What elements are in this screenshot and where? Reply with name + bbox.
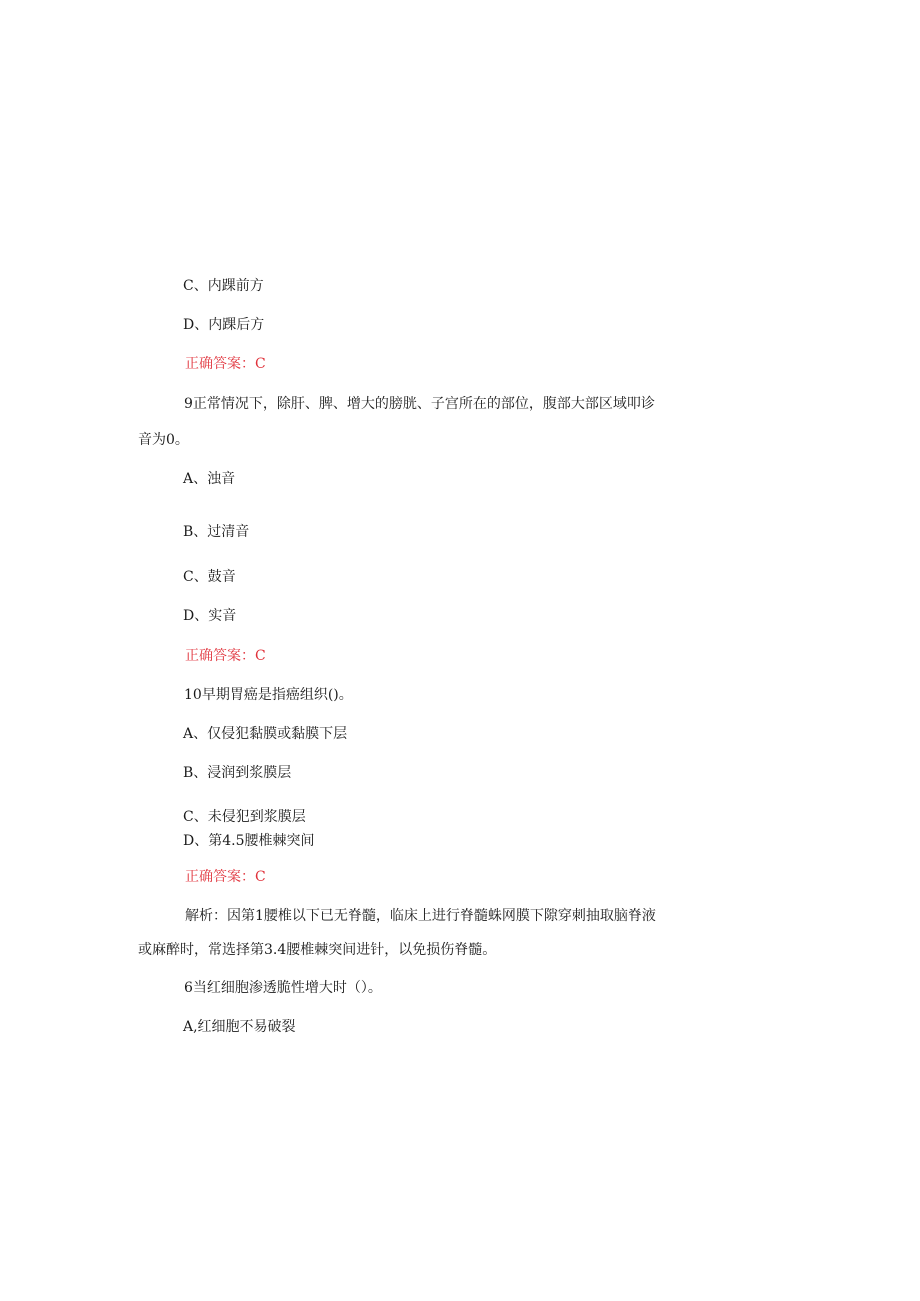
q10-analysis-line2: 或麻醉时，常选择第3.4腰椎棘突间进针，以免损伤脊髓。 [138, 942, 497, 958]
q6-option-a: A,红细胞不易破裂 [183, 1019, 296, 1035]
q10-stem: 10早期胃癌是指癌组织()。 [184, 687, 353, 703]
q9-option-d: D、实音 [183, 608, 237, 624]
q8-option-c: C、内踝前方 [183, 278, 264, 294]
q8-option-d: D、内踝后方 [183, 317, 265, 333]
q9-answer: 正确答案：C [185, 648, 266, 664]
q10-answer: 正确答案：C [185, 869, 266, 885]
q6-stem: 6当红细胞渗透脆性增大时（）。 [184, 980, 382, 996]
q10-analysis-line1: 解析：因第1腰椎以下已无脊髓，临床上进行脊髓蛛网膜下隙穿刺抽取脑脊液 [185, 908, 656, 924]
q10-option-a: A、仅侵犯黏膜或黏膜下层 [183, 726, 348, 742]
q9-stem-line2: 音为0。 [138, 432, 189, 448]
q9-option-b: B、过清音 [183, 524, 250, 540]
q9-stem-line1: 9正常情况下，除肝、脾、增大的膀胱、子宫所在的部位，腹部大部区域叩诊 [184, 396, 655, 412]
q10-option-b: B、浸润到浆膜层 [183, 765, 292, 781]
q10-option-c: C、未侵犯到浆膜层 [183, 809, 306, 825]
q9-option-a: A、浊音 [183, 471, 236, 487]
q10-option-d: D、第4.5腰椎棘突间 [183, 833, 315, 849]
q9-option-c: C、鼓音 [183, 569, 236, 585]
q8-answer: 正确答案：C [185, 356, 266, 372]
